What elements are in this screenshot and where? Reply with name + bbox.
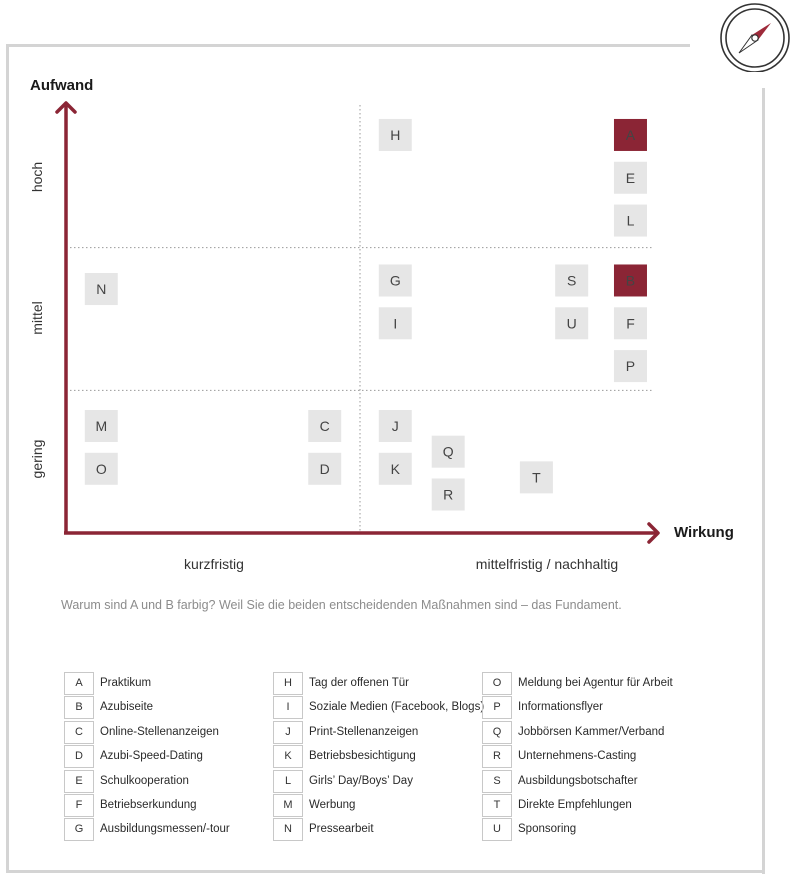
- legend-key: J: [273, 721, 303, 744]
- legend-value: Betriebsbesichtigung: [309, 750, 416, 763]
- legend-value: Meldung bei Agentur für Arbeit: [518, 677, 673, 689]
- legend-key: A: [64, 672, 94, 695]
- data-point-label: B: [625, 272, 636, 289]
- legend-value: Print-Stellenanzeigen: [309, 725, 419, 738]
- data-point-label: T: [532, 469, 541, 486]
- legend-key: C: [64, 721, 94, 744]
- legend-value: Ausbildungsmessen/-tour: [100, 823, 230, 836]
- legend-key: G: [64, 818, 94, 841]
- data-point-label: G: [389, 272, 401, 289]
- data-point-label: Q: [442, 443, 454, 460]
- data-point-label: R: [443, 486, 454, 503]
- chart-annotation: Warum sind A und B farbig? Weil Sie die beiden entscheidenden Maßnahmen sind – das Fundament.: [61, 598, 622, 612]
- data-point-label: M: [95, 418, 108, 434]
- legend-value: Schulkooperation: [100, 774, 189, 787]
- x-category-label: mittelfristig / nachhaltig: [475, 556, 619, 572]
- legend-key: E: [64, 770, 94, 793]
- legend-key: N: [273, 818, 303, 841]
- legend-key: O: [482, 672, 512, 695]
- legend-key: I: [273, 696, 303, 719]
- y-category-label: gering: [29, 439, 45, 479]
- legend-value: Informationsflyer: [518, 701, 604, 714]
- data-point-label: H: [390, 126, 401, 143]
- legend-value: Praktikum: [100, 677, 152, 689]
- legend-key: K: [273, 745, 303, 768]
- legend-value: Unternehmens-Casting: [518, 750, 637, 763]
- data-point-label: N: [96, 281, 107, 298]
- y-category-label: hoch: [29, 161, 45, 193]
- data-point-label: S: [567, 272, 577, 289]
- data-point-label: F: [626, 315, 635, 332]
- data-point-label: L: [626, 212, 635, 229]
- legend-value: Online-Stellenanzeigen: [100, 725, 219, 738]
- legend-key: Q: [482, 721, 512, 744]
- legend-key: M: [273, 794, 303, 817]
- legend-key: F: [64, 794, 94, 817]
- x-axis-title: Wirkung: [674, 524, 734, 541]
- legend-key: S: [482, 770, 512, 793]
- data-point-label: I: [393, 315, 398, 332]
- x-category-label: kurzfristig: [184, 556, 244, 572]
- legend-value: Direkte Empfehlungen: [518, 798, 632, 811]
- legend-key: B: [64, 696, 94, 719]
- legend-value: Pressearbeit: [309, 823, 374, 836]
- legend-value: Sponsoring: [518, 823, 577, 836]
- data-point-label: O: [95, 460, 107, 477]
- data-point-label: C: [319, 418, 330, 434]
- legend-key: H: [273, 672, 303, 695]
- legend-value: Werbung: [309, 798, 356, 811]
- legend-key: R: [482, 745, 512, 768]
- data-point-label: U: [566, 315, 577, 332]
- data-point-label: E: [625, 169, 636, 186]
- legend-key: P: [482, 696, 512, 719]
- y-axis-title: Aufwand: [30, 77, 94, 94]
- data-point-label: P: [625, 358, 636, 375]
- y-category-label: mittel: [29, 301, 45, 335]
- legend-key: L: [273, 770, 303, 793]
- data-point-label: A: [625, 126, 636, 143]
- legend-value: Soziale Medien (Facebook, Blogs): [309, 701, 485, 714]
- legend-value: Ausbildungsbotschafter: [518, 774, 638, 787]
- data-point-label: J: [391, 418, 399, 434]
- legend-key: U: [482, 818, 512, 841]
- data-point-label: K: [390, 460, 400, 477]
- frame-bottom-border: [6, 870, 765, 873]
- legend-value: Jobbörsen Kammer/Verband: [518, 725, 665, 738]
- legend-value: Tag der offenen Tür: [309, 677, 409, 689]
- legend-key: D: [64, 745, 94, 768]
- legend-value: Betriebserkundung: [100, 798, 197, 811]
- legend-key: T: [482, 794, 512, 817]
- legend-value: Girls’ Day/Boys’ Day: [309, 774, 413, 787]
- data-point-label: D: [319, 460, 330, 477]
- legend-value: Azubi-Speed-Dating: [100, 750, 203, 763]
- legend-value: Azubiseite: [100, 701, 154, 714]
